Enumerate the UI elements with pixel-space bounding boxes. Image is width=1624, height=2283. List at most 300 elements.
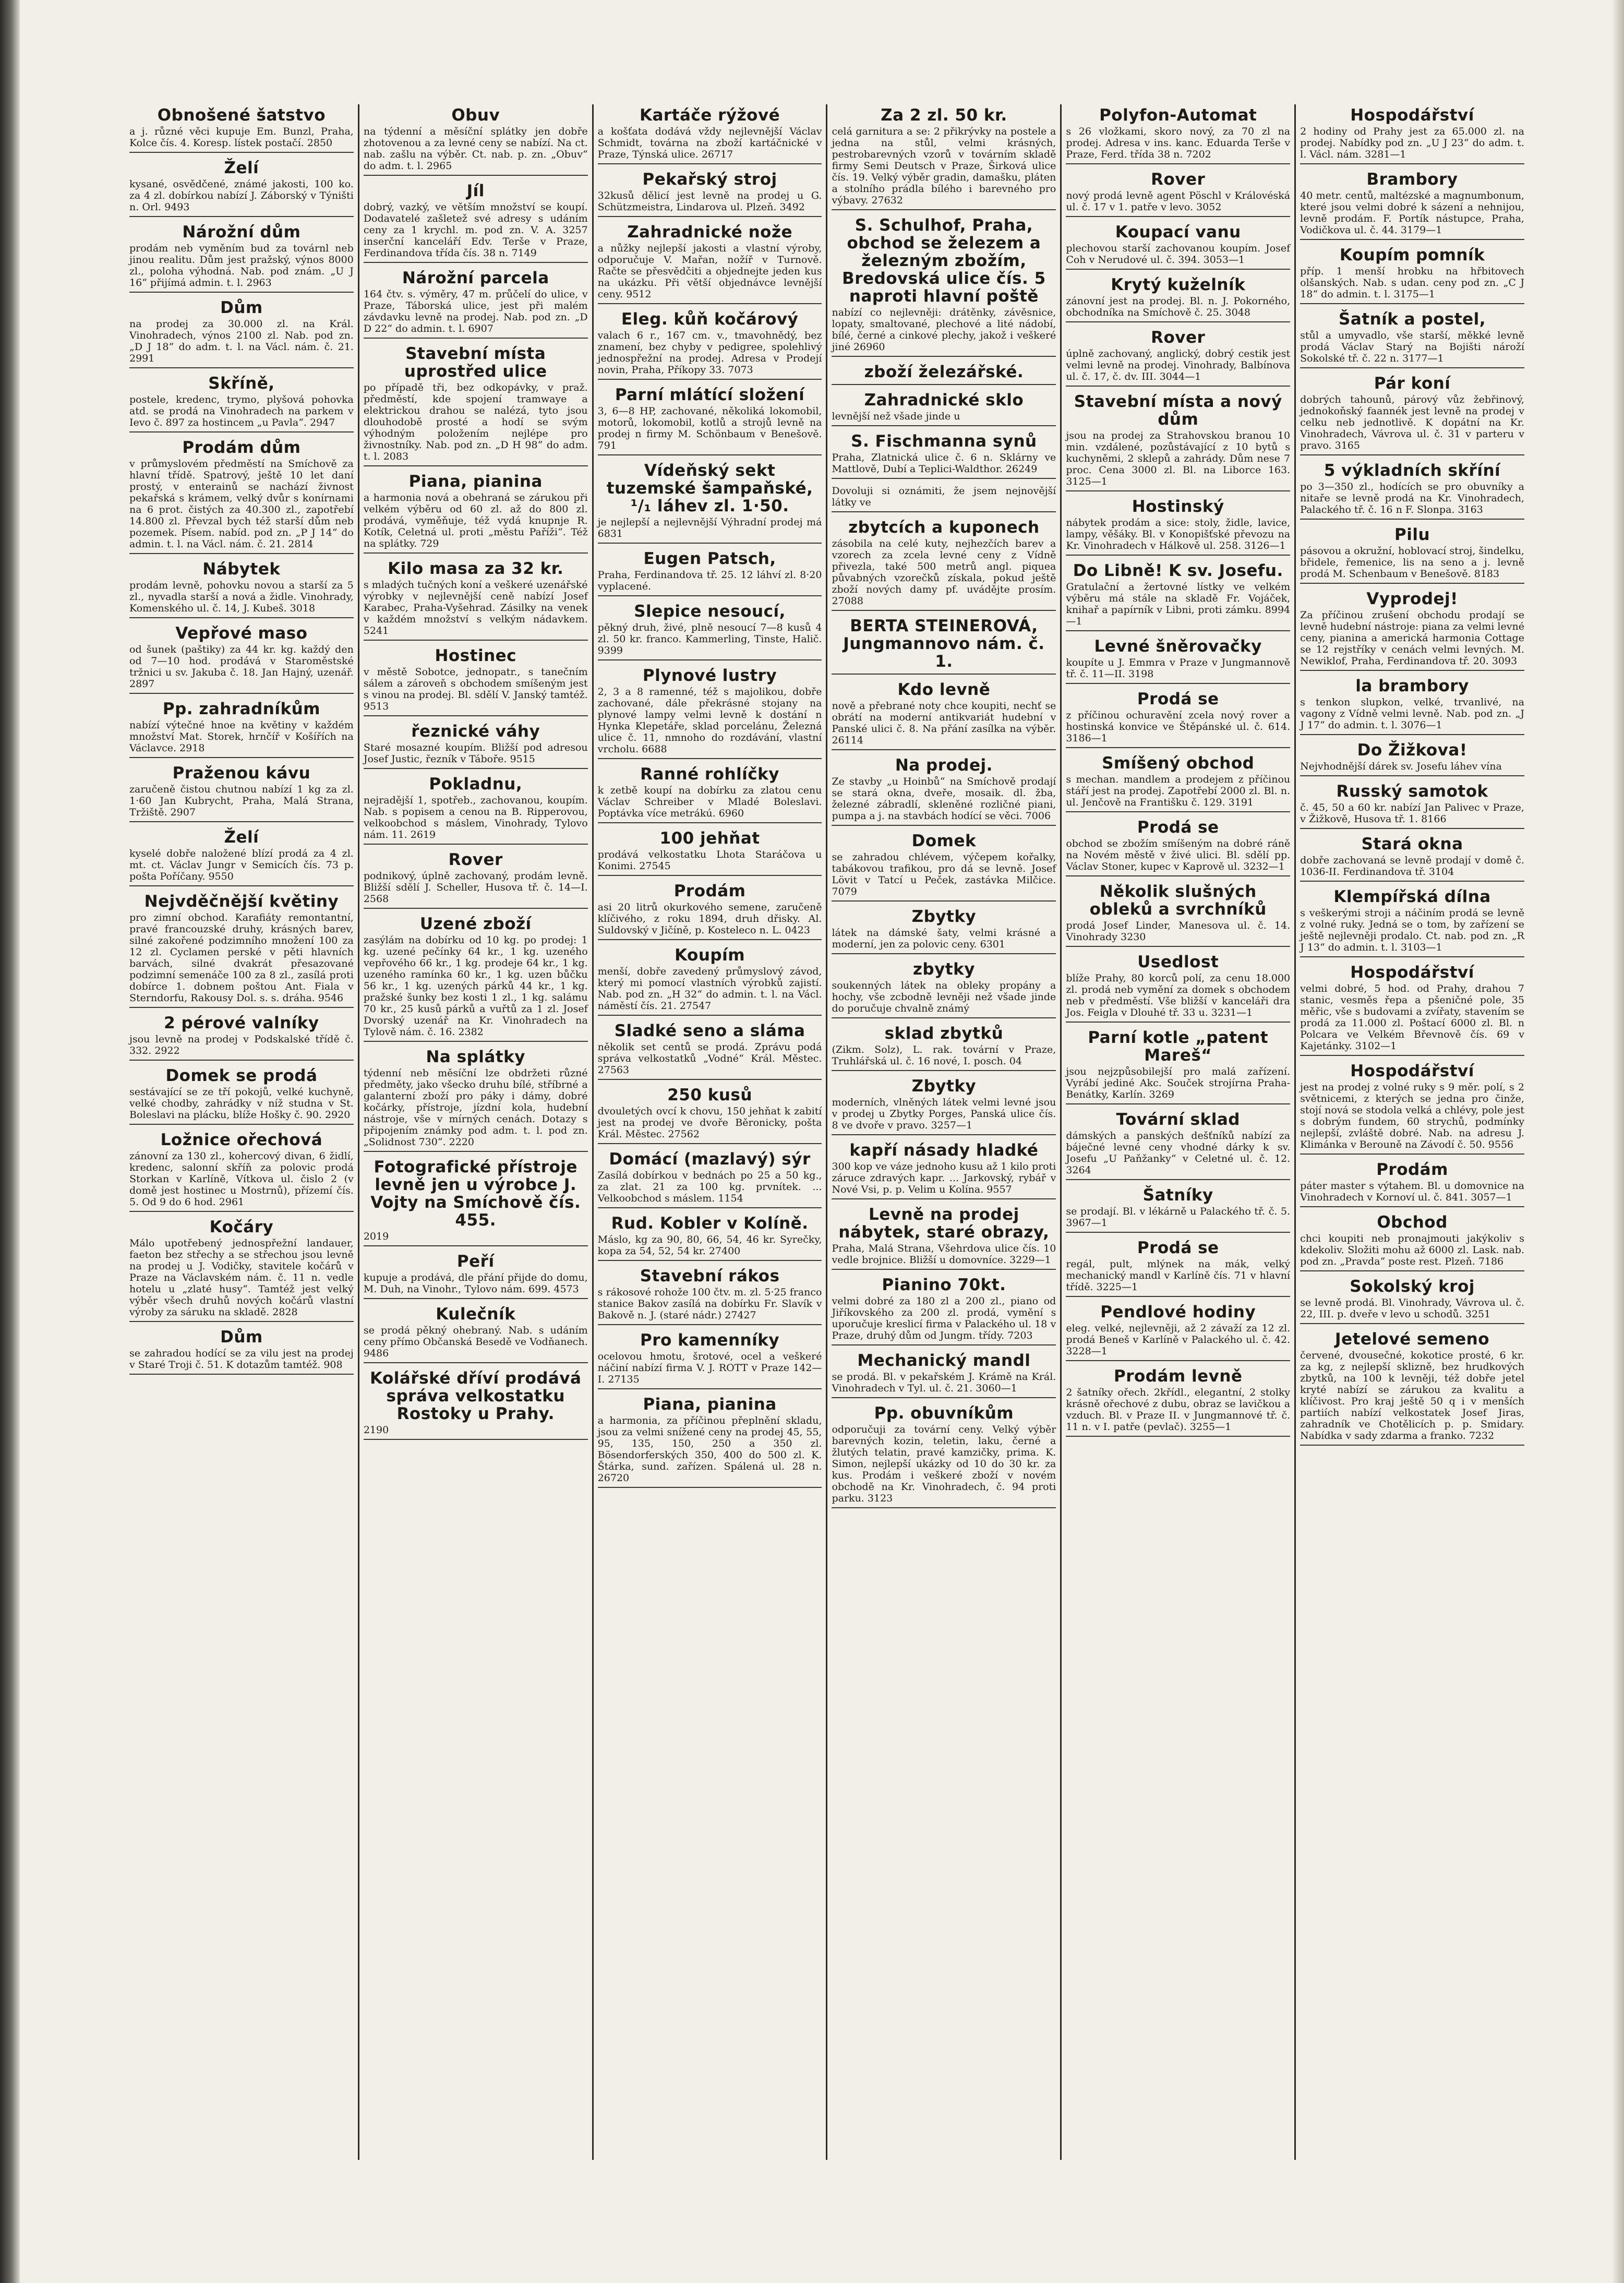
classified-ad bbox=[364, 1158, 588, 1246]
ad-headline: Kulečník bbox=[436, 1305, 516, 1324]
classified-ad bbox=[364, 1369, 588, 1440]
ad-text: látek na dámské šaty, velmi krásné a moderní, jen za polovic ceny. 6301 bbox=[832, 927, 1056, 950]
ads-column-3 bbox=[592, 104, 826, 2160]
ad-headline: Želí bbox=[224, 828, 259, 847]
classified-ad bbox=[1066, 223, 1290, 270]
classified-ad bbox=[129, 560, 354, 618]
ad-text: zánovní jest na prodej. Bl. n. J. Pokorného, obchodníka na Smíchově č. 25. 3048 bbox=[1066, 295, 1291, 318]
ad-divider bbox=[1066, 216, 1290, 217]
ad-text: jest na prodej z volné ruky s 9 měr. polí, s 2 světnicemi, z kterých se jedna pro činže, stojí nová se stodola velká a chlévy, pole jest s dobrým fundem, 60 strychů, podmínky nejlepší, zvláště dobré. Nab. na adresu J. Klimánka v Berouně na Závodí č. 50. 9556 bbox=[1300, 1082, 1524, 1150]
classified-ad bbox=[598, 603, 822, 660]
ad-divider bbox=[1300, 956, 1524, 957]
classified-ad bbox=[129, 1131, 354, 1212]
ad-headline: Prodá se bbox=[1137, 818, 1219, 837]
ad-headline: Fotografické přístroje levně jen u výrobce J. Vojty na Smíchově čís. 455. bbox=[370, 1158, 581, 1230]
ad-headline: Obuv bbox=[451, 106, 500, 125]
ad-headline: 2 pérové valníky bbox=[164, 1014, 319, 1032]
ad-headline: Dům bbox=[220, 298, 263, 317]
ad-headline: Koupím bbox=[675, 946, 745, 965]
classified-ad bbox=[364, 1048, 588, 1152]
ad-divider bbox=[364, 715, 588, 716]
ad-headline: S. Fischmanna synů bbox=[851, 432, 1037, 451]
ad-headline: Tovární sklad bbox=[1116, 1110, 1240, 1129]
ad-text: kysané, osvědčené, známé jakosti, 100 ko. za 4 zl. dobírkou nabízí J. Záborský v Týništi n. Orl. 9493 bbox=[129, 178, 354, 213]
ad-divider bbox=[1300, 828, 1524, 829]
classified-ad bbox=[598, 946, 822, 1016]
ad-headline: 100 jehňat bbox=[659, 829, 760, 848]
ad-headline: Na prodej. bbox=[895, 756, 993, 775]
ad-text: koupíte u J. Emmra v Praze v Jungmannově tř. č. 11—II. 3198 bbox=[1066, 657, 1291, 680]
ad-headline: Rover bbox=[1151, 170, 1206, 189]
classified-ad bbox=[598, 171, 822, 217]
ad-headline: Prodám dům bbox=[182, 438, 301, 457]
ad-headline: Nárožní dům bbox=[182, 223, 301, 242]
ad-divider bbox=[129, 1211, 354, 1212]
ad-text: prodává velkostatku Lhota Staráčova u Konimi. 27545 bbox=[597, 849, 822, 872]
ad-headline: Kdo levně bbox=[897, 680, 991, 699]
ad-text: valach 6 r., 167 cm. v., tmavohnědý, bez znamení, bez chyby v pedigree, spolehlivý jednospřežní na prodej. Adresa v Prodejí novin, Praha, Příkopy 33. 7073 bbox=[597, 330, 822, 376]
ad-headline: 250 kusů bbox=[667, 1086, 752, 1104]
ad-headline: Levné šněrovačky bbox=[1094, 637, 1262, 656]
ad-headline: Parní mlátící složení bbox=[615, 386, 805, 404]
ad-headline: Brambory bbox=[1366, 170, 1458, 189]
classified-ad bbox=[598, 830, 822, 876]
ad-divider bbox=[598, 822, 822, 823]
ad-headline: řeznické váhy bbox=[411, 722, 540, 741]
ad-divider bbox=[129, 152, 354, 153]
ad-text: červené, dvousečné, kokotice prosté, 6 kr. za kg, z nejlepší sklizně, bez hrudkových zbytků, na 100 k levněji, též dobře jetel kryté nabízí se zárukou za kvalitu a klíčivost. Pro kraj ještě 50 q i v menších partiích nabízí velkostatek Josef Jiras, zahradník ve Chotělicích p. p. Smidary. Nabídka v sady zdarma a franko. 7232 bbox=[1300, 1350, 1524, 1441]
ad-divider bbox=[598, 454, 822, 455]
ad-divider bbox=[1066, 386, 1290, 387]
ad-divider bbox=[129, 757, 354, 758]
ad-headline: Prodám levně bbox=[1113, 1367, 1243, 1386]
ad-headline: Skříně, bbox=[208, 374, 275, 393]
classified-ad bbox=[1066, 498, 1290, 556]
ad-divider bbox=[832, 1134, 1056, 1135]
classified-ad bbox=[1066, 171, 1290, 217]
ad-divider bbox=[598, 939, 822, 940]
ad-text: 164 čtv. s. výměry, 47 m. průčelí do ulice, v Praze, Táborská ulice, jest při malém závdavku levně na prodej. Nab. pod zn. „D D 22“ do admin. t. l. 6907 bbox=[363, 289, 588, 334]
classified-ad bbox=[364, 473, 588, 554]
ad-divider bbox=[1300, 670, 1524, 671]
ad-headline: Kilo masa za 32 kr. bbox=[388, 559, 564, 578]
ad-divider bbox=[1300, 734, 1524, 735]
ad-headline: Kočáry bbox=[209, 1218, 274, 1236]
ad-text: prodám neb vyměním bud za továrnl neb jinou realitu. Dům jest pražský, výnos 8000 zl., poloha výhodná. Nab. pod znám. „U J 16“ přijímá admin. t. l. 2963 bbox=[129, 243, 354, 289]
ad-divider bbox=[1300, 1323, 1524, 1324]
ad-divider bbox=[1300, 881, 1524, 882]
ad-headline: Koupím pomník bbox=[1339, 246, 1485, 265]
classified-ad bbox=[364, 1305, 588, 1363]
ad-text: č. 45, 50 a 60 kr. nabízí Jan Palivec v Praze, v Žižkově, Husova tř. 1. 8166 bbox=[1300, 802, 1524, 825]
ad-divider bbox=[129, 885, 354, 886]
ad-text: se prodají. Bl. v lékárně u Palackého tř. č. 5. 3967—1 bbox=[1066, 1206, 1291, 1229]
ad-text: a j. různé věci kupuje Em. Bunzl, Praha, Kolce čís. 4. Koresp. lístek postačí. 2850 bbox=[129, 126, 354, 149]
ad-text: velmi dobré za 180 zl a 200 zl., piano od Jiříkovského za 200 zl. prodá, vymění s uporučuje kreslicí firma v Palackého ul. 18 v Praze, druhý dům od Jungm. třídy. 7203 bbox=[832, 1295, 1056, 1341]
ad-divider bbox=[598, 1207, 822, 1208]
ad-text: postele, kredenc, trymo, plyšová pohovka atd. se prodá na Vinohradech na parkem v Ievo č. 897 za hostincem „u Pavla“. 2947 bbox=[129, 394, 354, 428]
ad-headline: Parní kotle „patent Mareš“ bbox=[1088, 1028, 1269, 1065]
ads-grid bbox=[125, 104, 1529, 2160]
ad-text: dámských a panských dešťníků nabízí za báječné levné ceny vhodné dárky k sv. Josefu „U Paňžanky“ v Celetné ul. č. 12. 3264 bbox=[1066, 1130, 1291, 1176]
ad-headline: zbytky bbox=[912, 960, 975, 979]
classified-ad bbox=[1066, 1303, 1290, 1361]
ad-text: k zetbě koupí na dobírku za zlatou cenu Václav Schreiber v Mladé Boleslavi. Poptávka více metrákú. 6960 bbox=[597, 785, 822, 819]
classified-ad bbox=[832, 1352, 1056, 1398]
ad-headline: Kartáče rýžové bbox=[639, 106, 780, 125]
classified-ad bbox=[1300, 964, 1524, 1056]
ad-divider bbox=[598, 303, 822, 304]
ad-text: Gratulační a žertovné lístky ve velkém výběru má stále na skladě Fr. Vojáček, knihař a papírník v Libni, proti zámku. 8994—1 bbox=[1066, 581, 1291, 627]
ad-headline: Prodá se bbox=[1137, 1239, 1219, 1257]
ad-divider bbox=[832, 209, 1056, 210]
classified-ad bbox=[832, 1206, 1056, 1270]
ad-divider bbox=[598, 1079, 822, 1080]
ad-headline: Zbytky bbox=[911, 1077, 977, 1096]
ad-divider bbox=[364, 1151, 588, 1152]
ad-headline: Zahradnické nože bbox=[627, 223, 793, 242]
ad-text: sestávající se ze tří pokojů, velké kuchyně, velké chodby, zahrádky v níž studna v St. Boleslavi na plácku, blíže Hošky č. 90. 2920 bbox=[129, 1086, 354, 1121]
ad-divider bbox=[364, 175, 588, 176]
ad-headline: Rover bbox=[1151, 328, 1206, 347]
classified-ad bbox=[129, 1218, 354, 1322]
ad-text: pro zimní obchod. Karafiáty remontantní, pravé francouzské druhy, krásných barev, silné zakořené podzimního množení 100 za 12 zl. Cyclamen perské v pěti hlavních barvách, silné dvakrát přesazované podzimní semenáče 100 za 8 zl., zasílá proti dobírce 1. dobnem poštou Ant. Fiala v Sterndorfu, Rakousy Dol. s. s. dráha. 9546 bbox=[129, 912, 354, 1004]
ad-divider bbox=[129, 821, 354, 822]
ad-headline: Domek bbox=[911, 832, 977, 850]
ad-headline: Prodá se bbox=[1137, 690, 1219, 708]
ad-divider bbox=[598, 595, 822, 596]
classified-ad bbox=[832, 1276, 1056, 1345]
classified-ad bbox=[1300, 1161, 1524, 1207]
ad-text: po případě tři, bez odkopávky, v praž. předměstí, kde spojení tramwaye a elektrickou drahou se nalézá, tyto jsou dlouhodobě prosté a hodí se svým výhodným položením nejlépe pro živnostníky. Nab. pod zn. „D H 98“ do adm. t. l. 2083 bbox=[363, 382, 588, 462]
ad-divider bbox=[1300, 583, 1524, 584]
ad-headline: Uzené zboží bbox=[419, 915, 532, 933]
ad-divider bbox=[1300, 239, 1524, 240]
ad-divider bbox=[129, 367, 354, 368]
classified-ad bbox=[129, 223, 354, 293]
classified-ad bbox=[832, 519, 1056, 611]
ad-text: a košťata dodává vždy nejlevnější Václav Schmidt, továrna na zboží kartáčnické v Praze, Týnská ulice. 26717 bbox=[597, 126, 822, 160]
classified-ad bbox=[1300, 835, 1524, 882]
ad-text: Ze stavby „u Hoinbů“ na Smíchově prodají se stará okna, dveře, mosaik. dl. žba, železné zábradlí, skleněné rozličné piani, pumpa a j. na stavbách hodící se věci. 7006 bbox=[832, 776, 1056, 822]
ad-divider bbox=[1066, 811, 1290, 812]
ad-text: kyselé dobře naložené blízí prodá za 4 zl. mt. ct. Václav Jungr v Semicích čís. 73 p. pošta Poříčany. 9550 bbox=[129, 848, 354, 882]
ad-headline: Eleg. kůň kočárový bbox=[621, 310, 799, 329]
ad-headline: Obchod bbox=[1377, 1213, 1448, 1232]
classified-ad bbox=[832, 681, 1056, 750]
ad-text: s veškerými stroji a náčiním prodá se levně z volné ruky. Jedná se o tom, by zařízení se ještě nejlevněji prodalo. Ct. nab. pod zn. „R J 13“ do admin. t. l. 3103—1 bbox=[1300, 907, 1524, 953]
ad-headline: Zahradnické sklo bbox=[864, 391, 1024, 410]
ad-divider bbox=[598, 758, 822, 759]
ad-headline: Pokladnu, bbox=[429, 775, 523, 794]
ad-divider bbox=[364, 1298, 588, 1299]
ad-text: v průmyslovém předměstí na Smíchově za hlavní třídě. Spatrový, ještě 10 let daní prostý, v enterainů se nachází živnost pekařská s krámem, velký dvůr s konírnami na 6 prot. čistých za 40.300 zl., zapotřebí 14.800 zl. Převzal bych též starší dům neb pozemek. Písem. nabíd. pod zn. „P J 14“ do admin. t. l. na Václ. nám. č. 21. 2814 bbox=[129, 458, 354, 550]
ad-divider bbox=[1066, 555, 1290, 556]
classified-ad bbox=[1066, 953, 1290, 1023]
ad-divider bbox=[1300, 1445, 1524, 1446]
classified-ad bbox=[1300, 462, 1524, 520]
classified-ad bbox=[1300, 106, 1524, 164]
ad-divider bbox=[1066, 946, 1290, 947]
ad-headline: Šatníky bbox=[1142, 1186, 1213, 1205]
ad-headline: Vídeňský sekt tuzemské šampaňské, ¹/₁ láhev zl. 1·50. bbox=[606, 461, 813, 515]
ad-divider bbox=[832, 1017, 1056, 1018]
ad-text: zasýlám na dobírku od 10 kg. po prodej: 1 kg. uzené pečínky 64 kr., 1 kg. uzeného vepřového 66 kr., 1 kg. prodeje 64 kr., 1 kg. uzeného ramínka 60 kr., 1 kg. uzen bůčku 56 kr., 1 kg. uzených párků 44 kr., 1 kg. pražské šunky bez kosti 1 zl., 1 kg. salámu 70 kr., 25 kusů párků a vuřtů za 1 zl. Josef Dvorský uzenář na Kr. Vinohradech na Tylově nám. č. 16. 2382 bbox=[363, 934, 588, 1038]
ad-headline: Krytý kuželník bbox=[1111, 275, 1246, 294]
ad-headline: Domek se prodá bbox=[165, 1066, 318, 1085]
ad-text: (Zikm. Solz), L. rak. tovární v Praze, Truhlářská ul. č. 16 nové, I. posch. 04 bbox=[832, 1044, 1056, 1067]
ad-divider bbox=[1300, 1055, 1524, 1056]
classified-ad bbox=[1066, 562, 1290, 631]
ad-headline: Do Libně! K sv. Josefu. bbox=[1073, 561, 1283, 580]
ad-text: soukenných látek na obleky propány a hochy, vše zcbodně levněji než všade jinde do poručuje chvalně známý bbox=[832, 980, 1056, 1014]
ad-text: eleg. velké, nejlevněji, až 2 závaží za 12 zl. prodá Beneš v Karlíně v Palackého ul. č. 42. 3228—1 bbox=[1066, 1323, 1291, 1357]
classified-ad bbox=[598, 765, 822, 823]
classified-ad bbox=[832, 1404, 1056, 1508]
ad-text: na prodej za 30.000 zl. na Král. Vinohradech, výnos 2100 zl. Nab. pod zn. „D J 18“ do adm. t. l. na Václ. nám. č. 21. 2991 bbox=[129, 318, 354, 364]
ad-divider bbox=[1066, 747, 1290, 748]
ad-divider bbox=[1066, 1436, 1290, 1437]
ad-divider bbox=[598, 1143, 822, 1144]
ad-text: Máslo, kg za 90, 80, 66, 54, 46 kr. Syrečky, kopa za 54, 52, 54 kr. 27400 bbox=[597, 1234, 822, 1257]
classified-ad bbox=[832, 617, 1056, 675]
ad-divider bbox=[832, 953, 1056, 954]
ad-text: 32kusů dělicí jest levně na prodej u G. Schützmeistra, Lindarova ul. Plzeň. 3492 bbox=[597, 190, 822, 213]
ad-divider bbox=[364, 552, 588, 554]
ad-text: odporučuji za tovární ceny. Velký výběr barevných kozin, teletin, laku, černé a žlutých telatin, pravé kamzičky, prima. K. Simon, nejlepší ukázky od 10 do 30 kr. za kus. Prodám i veškeré zboží v novém obchodě na Kr. Vinohradech, č. 94 proti parku. 3123 bbox=[832, 1424, 1056, 1504]
ad-headline: Piana, pianina bbox=[408, 472, 543, 491]
ad-text: Praha, Malá Strana, Všehrdova ulice čís. 10 vedle brojnice. Bližší u domovníce. 3229—1 bbox=[832, 1243, 1056, 1266]
classified-ad bbox=[832, 1142, 1056, 1199]
classified-ad bbox=[1066, 754, 1290, 812]
ad-text: s 26 vložkami, skoro nový, za 70 zl na prodej. Adresa v ins. kanc. Eduarda Terše v Praze, Ferd. třída 38 n. 7202 bbox=[1066, 126, 1291, 160]
classified-ad bbox=[1300, 783, 1524, 829]
classified-ad bbox=[1300, 375, 1524, 455]
ad-divider bbox=[1066, 269, 1290, 270]
ad-headline: Několik slušných obleků a svrchníků bbox=[1089, 882, 1267, 919]
ads-column-6 bbox=[1294, 104, 1529, 2160]
ad-headline: Ložnice ořechová bbox=[160, 1131, 323, 1149]
classified-ad bbox=[129, 375, 354, 432]
ad-text: jsou levně na prodej v Podskalské třídě č. 332. 2922 bbox=[129, 1034, 354, 1056]
ad-divider bbox=[1066, 630, 1290, 631]
ad-divider bbox=[832, 900, 1056, 902]
classified-ad bbox=[1066, 819, 1290, 876]
classified-ad bbox=[598, 550, 822, 596]
ad-text: ocelovou hmotu, šrotové, ocel a veškeré náčiní nabízí firma V. J. ROTT v Praze 142—I. 27135 bbox=[597, 1351, 822, 1385]
ad-headline: Polyfon-Automat bbox=[1099, 106, 1257, 125]
ad-divider bbox=[832, 674, 1056, 675]
ad-headline: Nárožní parcela bbox=[402, 269, 549, 287]
ad-text: Staré mosazné koupím. Bližší pod adresou Josef Justic, řezník v Táboře. 9515 bbox=[363, 742, 588, 765]
classified-ad bbox=[598, 310, 822, 380]
ad-text: asi 20 litrů okurkového semene, zaručeně klíčivého, z roku 1894, druh dřisky. Al. Suldovský v Jičíně, p. Kosteleco n. L. 0423 bbox=[597, 902, 822, 936]
ad-divider bbox=[1066, 875, 1290, 876]
classified-ad bbox=[1066, 638, 1290, 684]
ad-divider bbox=[364, 262, 588, 263]
ad-headline: Prodám bbox=[673, 882, 746, 900]
ad-headline: Hostinec bbox=[435, 646, 517, 665]
classified-ad bbox=[364, 182, 588, 263]
classified-ad bbox=[364, 345, 588, 466]
classified-ad bbox=[129, 106, 354, 153]
classified-ad bbox=[129, 299, 354, 368]
ad-text: dvouletých ovcí k chovu, 150 jehňat k zabití jest na prodej ve dvoře Běronicky, pošta Král. Městec. 27562 bbox=[597, 1106, 822, 1140]
classified-ad bbox=[129, 439, 354, 554]
ad-headline: S. Schulhof, Praha, obchod se železem a železným zbožím, Bredovská ulice čís. 5 naproti hlavní poště bbox=[842, 216, 1046, 306]
classified-ad bbox=[832, 485, 1056, 512]
ad-text: pásovou a okružní, hoblovací stroj, šindelku, břidele, řemenice, lis na seno a j. levně prodá M. Schenbaum v Benešově. 8183 bbox=[1300, 545, 1524, 580]
classified-ad bbox=[1066, 276, 1290, 322]
classified-ad bbox=[832, 1025, 1056, 1071]
ad-divider bbox=[598, 1388, 822, 1389]
classified-ad bbox=[832, 432, 1056, 479]
ad-headline: Pp. zahradníkům bbox=[162, 700, 320, 718]
ad-headline: Stará okna bbox=[1361, 835, 1463, 854]
ad-headline: Sokolský kroj bbox=[1350, 1277, 1475, 1296]
ad-text: a nůžky nejlepší jakosti a vlastní výroby, odporučuje V. Mařan, nožíř v Turnově. Račte se přesvědčiti a objednejte jeden kus na ukázku. Při větší objednávce levnější ceny. 9512 bbox=[597, 243, 822, 300]
ad-divider bbox=[1066, 490, 1290, 491]
ad-text: a harmonia nová a obehraná se zárukou při velkém výběru od 60 zl. až do 800 zl. prodává, vyměňuje, též vydá knupnje R. Kotík, Celetná ul. proti „městu Paříži“. Též na splátky. 729 bbox=[363, 492, 588, 549]
ad-headline: zboží železářské. bbox=[864, 363, 1024, 381]
ad-divider bbox=[129, 431, 354, 432]
classified-ad bbox=[129, 893, 354, 1008]
ad-headline: Želí bbox=[224, 159, 259, 177]
ad-text: 40 metr. centů, maltézské a magnumbonum, které jsou velmi dobré k sázení a nehnijou, levně prodám. F. Portík nástupce, Praha, Vodičkova ul. č. 44. 3179—1 bbox=[1300, 190, 1524, 236]
classified-ad bbox=[1300, 1062, 1524, 1155]
classified-ad bbox=[364, 1253, 588, 1299]
ad-text: jsou nejzpůsobilejší pro malá zařízení. Vyrábí jediné Akc. Souček strojírna Praha-Benátky, Karlín. 3269 bbox=[1066, 1066, 1291, 1100]
ad-divider bbox=[832, 384, 1056, 385]
ad-text: celá garnitura a se: 2 přikrývky na postele a jedna na stůl, velmi krásných, pestrobarevných vzorů v továrním skladě firmy Semi Deutsch v Praze, Širková ulice čís. 19. Velký výběr gradin, damašku, pláten a stolního prádla bílého i barevného pro výbavy. 27632 bbox=[832, 126, 1056, 206]
classified-ad bbox=[1300, 526, 1524, 584]
ad-headline: Dům bbox=[220, 1328, 263, 1347]
classified-ad bbox=[129, 764, 354, 822]
ad-text: 2, 3 a 8 ramenné, též s majolikou, dobře zachované, dále překrásné stojany na plynové lampy velmi levně k dostání n Hynka Klepetáře, sklad porcelánu, Železná ulice č. 11, nmnoho do rozdávání, vlastní vrcholu. 6688 bbox=[597, 686, 822, 755]
ad-divider bbox=[364, 1439, 588, 1440]
classified-ad bbox=[1066, 1186, 1290, 1233]
ad-text: nový prodá levně agent Pöschl v Královéská ul. č. 17 v 1. patře v levo. 3052 bbox=[1066, 190, 1291, 213]
ad-divider bbox=[832, 1344, 1056, 1345]
ad-headline: Smíšený obchod bbox=[1102, 754, 1255, 773]
ad-divider bbox=[1300, 367, 1524, 368]
ad-divider bbox=[598, 543, 822, 544]
ad-headline: Klempířská dílna bbox=[1333, 887, 1491, 906]
ad-text: nabízí výtečné hnoe na květiny v každém množství Mat. Storek, hrnčíř v Košířích na Václavce. 2918 bbox=[129, 719, 354, 754]
classified-ad bbox=[1300, 1213, 1524, 1271]
ad-divider bbox=[129, 1374, 354, 1375]
ad-divider bbox=[129, 693, 354, 694]
classified-ad bbox=[832, 1077, 1056, 1135]
ad-headline: Zbytky bbox=[911, 907, 977, 926]
ad-text: a harmonia, za příčinou přeplnění skladu, jsou za velmi snížené ceny na prodej 45, 55, 95, 135, 150, 250 a 350 zl. Bösendorferských 350, 400 do 500 zl. K. Štárka, sund. zařízen. Spálená ul. 28 n. 26720 bbox=[597, 1415, 822, 1484]
classified-ad bbox=[832, 832, 1056, 902]
ad-divider bbox=[598, 216, 822, 217]
classified-ad bbox=[598, 223, 822, 304]
ad-text: Za příčinou zrušení obchodu prodají se levně hudební nástroje: piana za velmi levné ceny, pianina a americká harmonia Cottage se 12 rejstříky v cenách velmi levných. M. Newiklof, Praha, Ferdinandova tř. 20. 3093 bbox=[1300, 609, 1524, 667]
ad-headline: Pendlové hodiny bbox=[1100, 1303, 1256, 1321]
classified-ad bbox=[598, 1022, 822, 1080]
ad-headline: Prodám bbox=[1376, 1160, 1448, 1179]
ad-headline: Eugen Patsch, bbox=[643, 549, 776, 568]
classified-ad bbox=[364, 106, 588, 176]
classified-ad bbox=[129, 624, 354, 694]
classified-ad bbox=[364, 775, 588, 845]
ad-text: 2 šatníky ořech. 2křídl., elegantní, 2 stolky krásně ořechové z dubu, obraz se lavičkou a vzduch. Bl. v Praze II. v Jungmannové tř. č. 11 n. v I. patře (pevlač). 3255—1 bbox=[1066, 1387, 1291, 1433]
ad-text: prodá Josef Linder, Manesova ul. č. 14. Vinohrady 3230 bbox=[1066, 920, 1291, 943]
ad-text: zaručeně čistou chutnou nabízí 1 kg za zl. 1·60 Jan Kubrycht, Praha, Malá Strana, Tržiště. 2907 bbox=[129, 784, 354, 818]
ad-divider bbox=[832, 1269, 1056, 1270]
ad-divider bbox=[832, 1397, 1056, 1398]
scan-shadow-right bbox=[1613, 0, 1624, 2283]
classified-ad bbox=[1066, 106, 1290, 164]
ad-text: s rákosové rohože 100 čtv. m. zl. 5·25 franco stanice Bakov zasílá na dobírku Fr. Slavík v Bakově n. J. (staré nádr.) 27427 bbox=[597, 1287, 822, 1321]
classified-ad bbox=[1066, 1111, 1290, 1180]
ad-text: Praha, Ferdinandova tř. 25. 12 láhví zl. 8·20 vyplacené. bbox=[597, 569, 822, 592]
ad-text: dobře zachovaná se levně prodají v domě č. 1036-II. Ferdinandova tř. 3104 bbox=[1300, 855, 1524, 878]
ad-divider bbox=[832, 478, 1056, 479]
ad-text: menší, dobře zavedený průmyslový závod, který mi pomocí vlastních výrobků zajistí. Nab. pod zn. „H 32“ do admin. t. l. na Václ. náměstí čís. 21. 27547 bbox=[597, 966, 822, 1012]
ad-text: v městě Sobotce, jednopatr., s tanečním sálem a zároveň s obchodem smíšeným jest s vinou na prodej. Bl. sdělí V. Janský tamtéž. 9513 bbox=[363, 666, 588, 712]
ad-headline: Nábytek bbox=[202, 560, 281, 579]
classified-ad bbox=[364, 647, 588, 716]
ad-text: příp. 1 menší hrobku na hřbitovech olšanských. Nab. s udan. ceny pod zn. „C J 18“ do admin. t. l. 3175—1 bbox=[1300, 266, 1524, 300]
ad-divider bbox=[1300, 454, 1524, 455]
ad-divider bbox=[1300, 1153, 1524, 1155]
ad-headline: Ranné rohlíčky bbox=[640, 765, 779, 784]
ad-headline: Pp. obuvníkům bbox=[874, 1404, 1014, 1423]
ad-divider bbox=[832, 825, 1056, 826]
classified-ad bbox=[1066, 1029, 1290, 1104]
ad-text: 3, 6—8 HP, zachované, několiká lokomobil, motorů, lokomobil, kotlů a strojů levně na prodej n firmy M. Schönbaum v Benešově. 791 bbox=[597, 405, 822, 451]
ad-headline: Usedlost bbox=[1137, 953, 1219, 971]
ad-divider bbox=[1300, 775, 1524, 776]
ad-text: stůl a umyvadlo, vše starší, měkké levně prodá Václav Starý na Bojišti nároží Sokolské tř. č. 22 n. 3177—1 bbox=[1300, 330, 1524, 364]
ad-headline: Praženou kávu bbox=[172, 764, 311, 783]
ad-divider bbox=[598, 379, 822, 380]
ad-text: jsou na prodej za Strahovskou branou 10 min. vzdálené, pozůstávající z 10 bytů s kuchyněmi, 2 sklepů a zahrády. Dům nese 7 proc. Cena 3000 zl. Bl. na Liborce 163. 3125—1 bbox=[1066, 430, 1291, 487]
ad-headline: Slepice nesoucí, bbox=[634, 602, 786, 621]
classified-ad bbox=[1066, 1367, 1290, 1437]
ad-headline: Pár koní bbox=[1374, 374, 1451, 393]
ad-headline: 5 výkladních skříní bbox=[1324, 461, 1501, 480]
classified-ad bbox=[1066, 393, 1290, 491]
ad-headline: Plynové lustry bbox=[642, 666, 777, 685]
ad-divider bbox=[598, 1015, 822, 1016]
ad-divider bbox=[598, 875, 822, 876]
ad-text: Nejvhodnější dárek sv. Josefu láhev vína bbox=[1300, 761, 1502, 772]
ad-text: regál, pult, mlýnek na mák, velký mechanický mandl v Karlíně čís. 71 v hlavní třídě. 3225—1 bbox=[1066, 1258, 1291, 1293]
ad-divider bbox=[129, 1124, 354, 1125]
classified-ad bbox=[364, 560, 588, 641]
ad-headline: Kolářské dříví prodává správa velkostatku Rostoky u Prahy. bbox=[370, 1369, 582, 1423]
classified-ad bbox=[598, 1215, 822, 1261]
ad-headline: Peří bbox=[456, 1252, 495, 1271]
ad-headline: Hostinský bbox=[1132, 497, 1224, 516]
ad-headline: la brambory bbox=[1355, 677, 1469, 695]
ad-text: 300 kop ve váze jednoho kusu až 1 kilo proti záruce zdravých kapr. ... Jarkovský, rybář v Nové Vsi, p. p. Velim u Kolína. 9557 bbox=[832, 1161, 1056, 1195]
classified-ad bbox=[598, 462, 822, 544]
ad-text: nabízí co nejlevněji: drátěnky, závěsnice, lopaty, smaltované, plechové a lité nádobí, bílé, černé a cinkové plechy, jakož i veškeré jiné 26960 bbox=[832, 307, 1056, 353]
ads-column-4 bbox=[826, 104, 1060, 2160]
ad-divider bbox=[832, 610, 1056, 611]
ad-text: Praha, Zlatnická ulice č. 6 n. Sklárny ve Mattlově, Dubí a Teplici-Waldthor. 26249 bbox=[832, 452, 1056, 475]
ad-headline: Stavební místa uprostřed ulice bbox=[404, 344, 547, 381]
classified-ad bbox=[129, 1014, 354, 1061]
classified-ad bbox=[1066, 883, 1290, 947]
ad-divider bbox=[1300, 303, 1524, 304]
ad-headline: Stavební místa a nový dům bbox=[1074, 392, 1282, 429]
